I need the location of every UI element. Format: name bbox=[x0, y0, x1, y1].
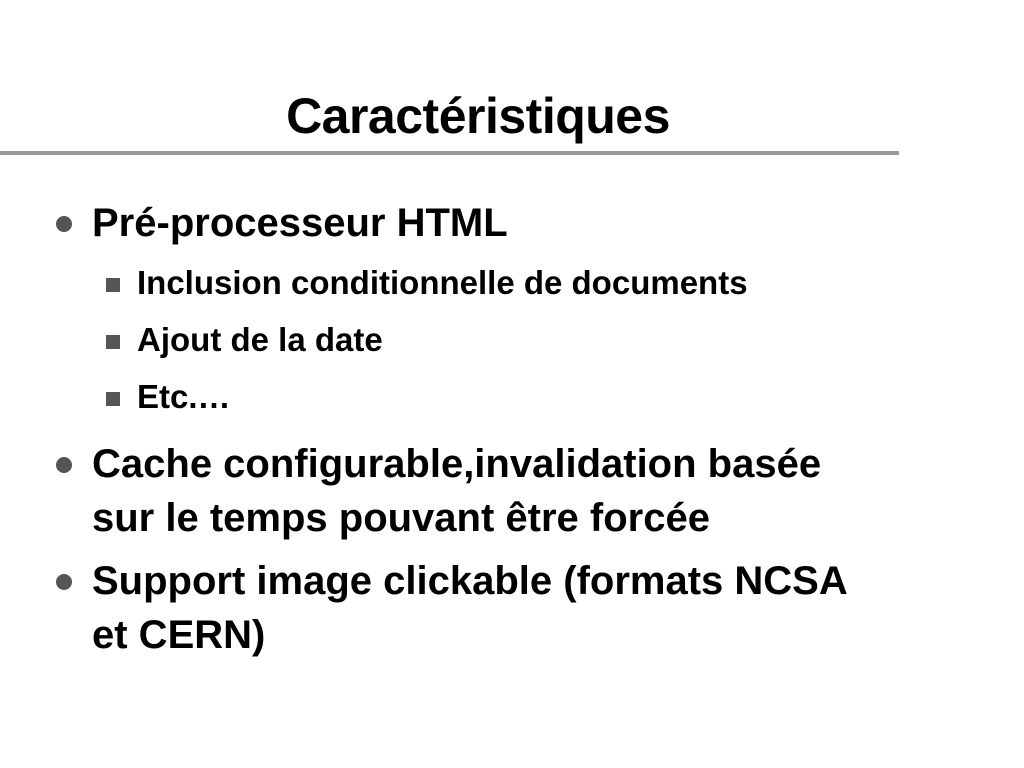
sub-bullet-text: Inclusion conditionnelle de documents bbox=[137, 264, 748, 301]
square-bullet-icon bbox=[106, 392, 120, 406]
round-bullet-icon bbox=[56, 457, 72, 473]
square-bullet-icon bbox=[106, 335, 120, 349]
round-bullet-icon bbox=[56, 574, 72, 590]
bullet-text-line-1: Cache configurable,invalidation basée bbox=[92, 442, 822, 486]
sub-bullet-text: Etc.… bbox=[137, 378, 231, 415]
bullet-text-line-2: sur le temps pouvant être forcée bbox=[92, 496, 710, 540]
bullet-item-preprocessor bbox=[56, 196, 756, 250]
slide-title: Caractéristiques bbox=[286, 88, 670, 144]
bullet-text-line-1: Support image clickable (formats NCSA bbox=[92, 559, 848, 603]
square-bullet-icon bbox=[106, 278, 120, 292]
sub-bullet-item-date bbox=[106, 320, 606, 360]
title-underline bbox=[0, 151, 899, 155]
sub-bullet-item-etc bbox=[106, 377, 406, 417]
bullet-item-cache bbox=[56, 437, 956, 545]
bullet-item-image-map bbox=[56, 554, 976, 662]
round-bullet-icon bbox=[56, 216, 72, 232]
sub-bullet-text: Ajout de la date bbox=[137, 321, 383, 358]
bullet-text-line-2: et CERN) bbox=[92, 613, 266, 657]
bullet-text: Pré-processeur HTML bbox=[92, 201, 508, 245]
sub-bullet-item-conditional-inclusion bbox=[106, 263, 906, 303]
